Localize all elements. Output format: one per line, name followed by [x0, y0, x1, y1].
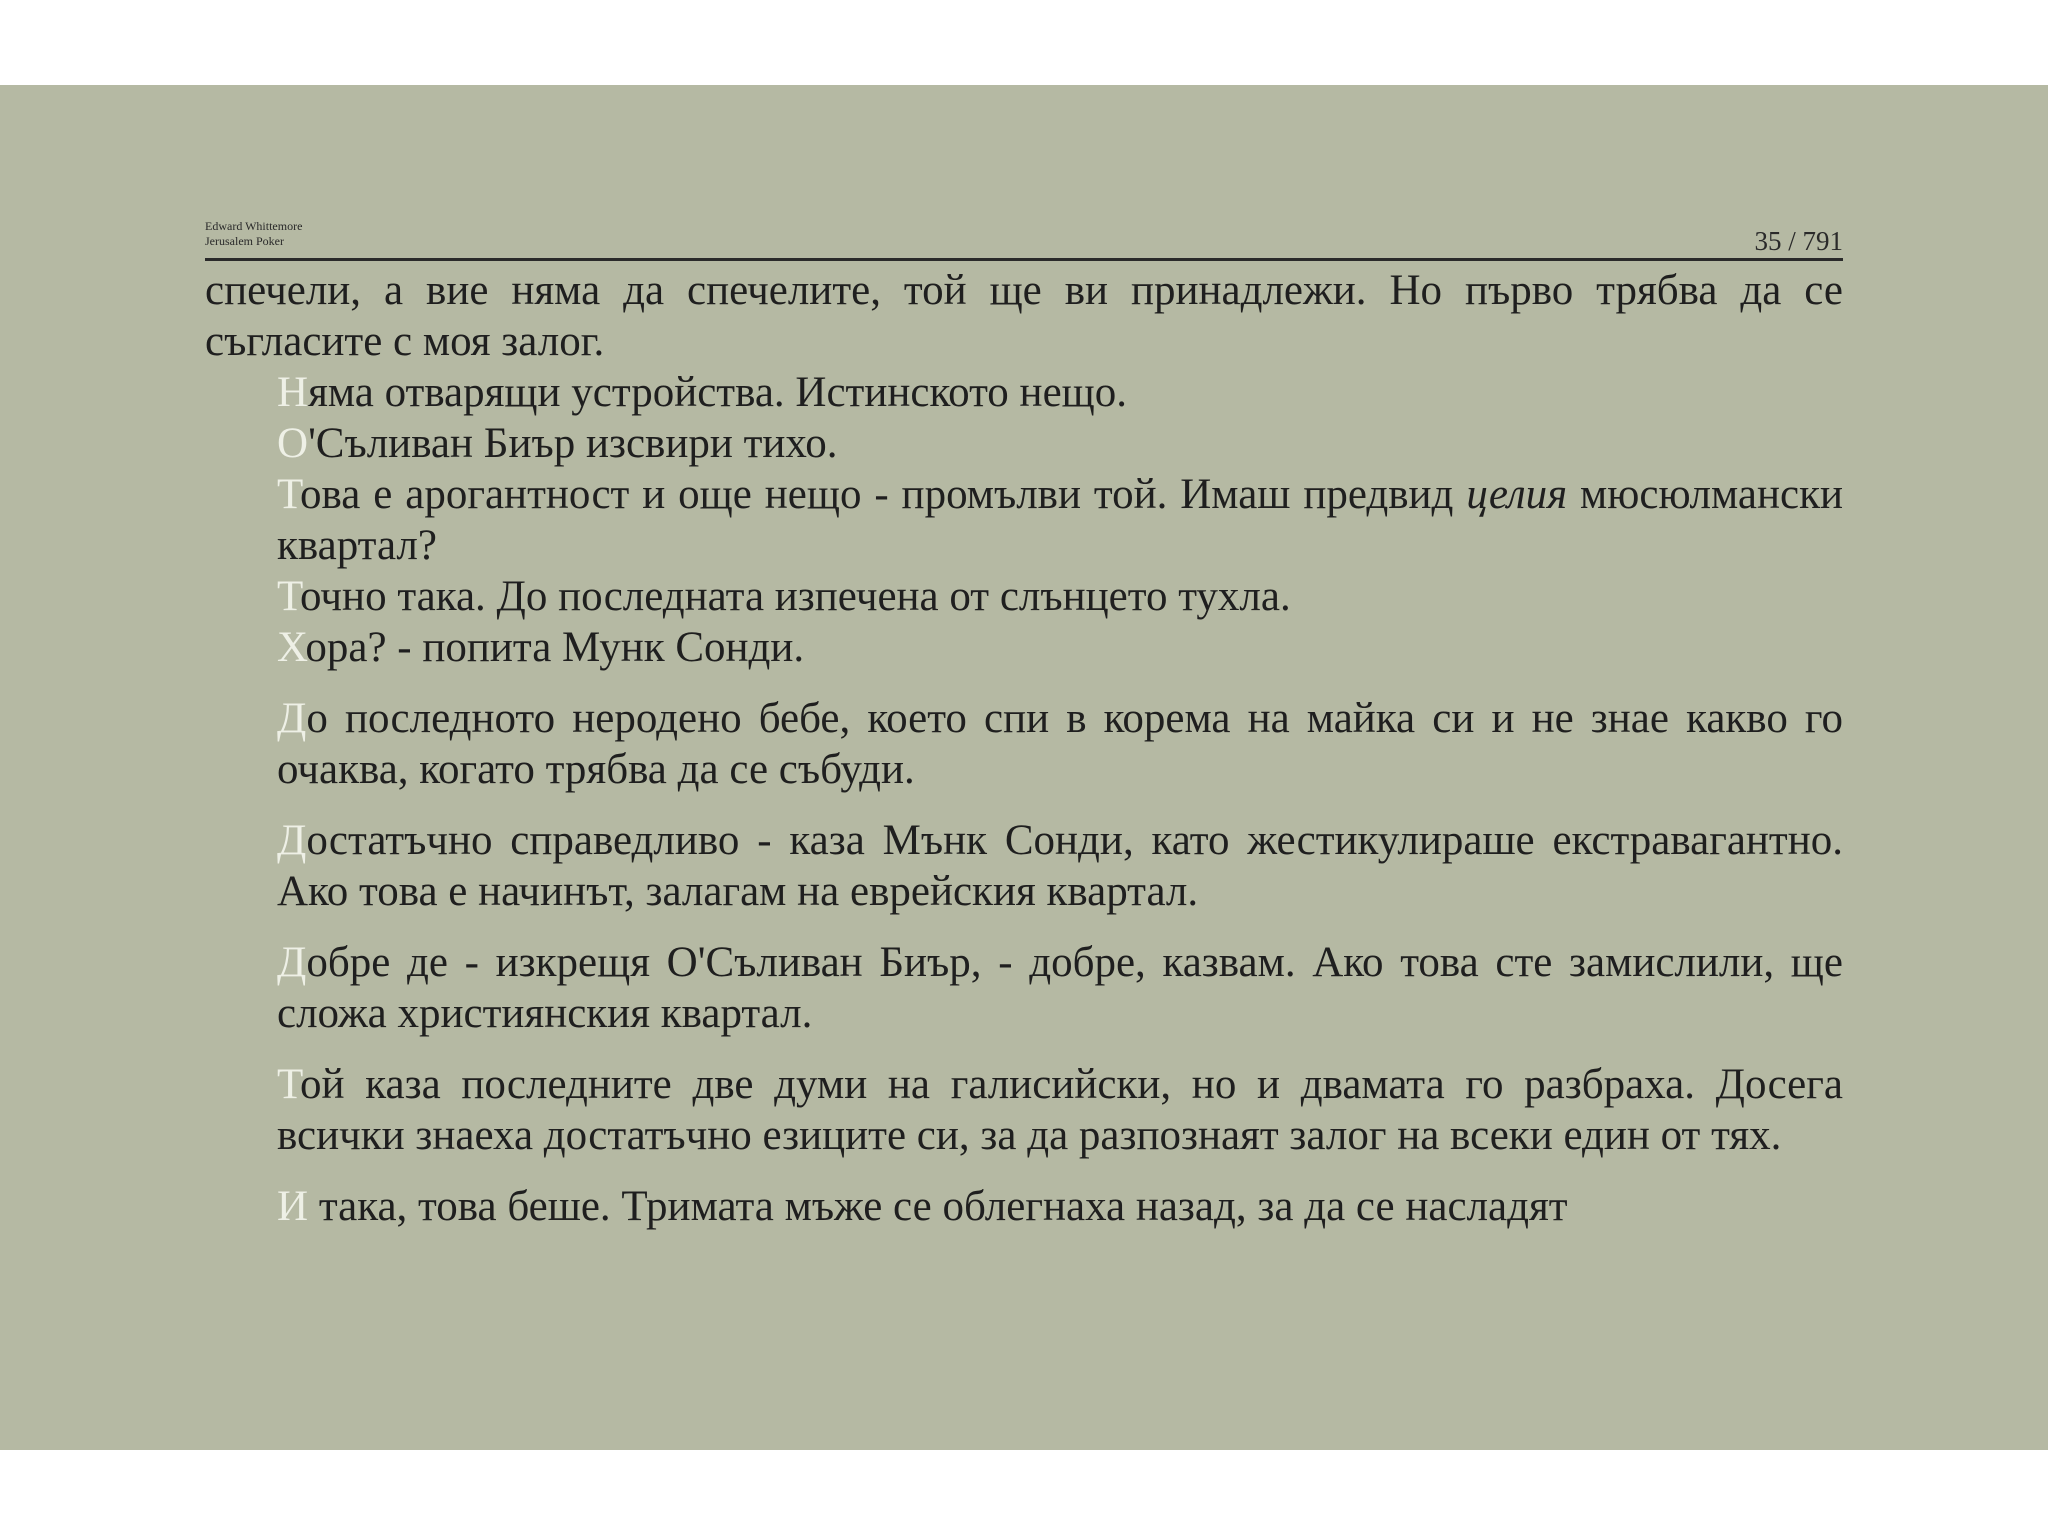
page-header: [205, 136, 1843, 261]
drop-initial: Д: [277, 695, 307, 742]
paragraph-text: ой каза последните две думи на галисийски, но и двамата го разбраха. Досега всички знаеха достатъчно езиците си, за да разпознаят залог на всеки един от тях.: [277, 1061, 1843, 1159]
paragraph-text: ора? - попита Мунк Сонди.: [305, 624, 805, 671]
paragraph: [205, 1181, 1843, 1232]
drop-initial: Х: [277, 624, 306, 671]
drop-initial: Т: [277, 573, 301, 620]
author-name: Edward Whittemore: [205, 219, 303, 233]
drop-initial: И: [277, 1183, 309, 1230]
drop-initial: Д: [277, 939, 307, 986]
paragraph: [205, 367, 1843, 418]
drop-initial: О: [277, 420, 309, 467]
paragraph-text: 'Съливан Биър изсвири тихо.: [308, 420, 838, 467]
paragraph-text: о последното неродено бебе, което спи в корема на майка си и не знае какво го очаква, когато трябва да се събуди.: [277, 695, 1843, 793]
paragraph-text: обре де - изкрещя О'Съливан Биър, - добре, казвам. Ако това сте замислили, ще сложа християнския квартал.: [277, 939, 1843, 1037]
italic-word: целия: [1466, 471, 1568, 518]
paragraph: [205, 1059, 1843, 1161]
drop-initial: Т: [277, 471, 301, 518]
drop-initial: Н: [277, 369, 309, 416]
reading-text: [205, 265, 1843, 1232]
paragraph-text: очно така. До последната изпечена от слънцето тухла.: [300, 573, 1291, 620]
paragraph: [205, 815, 1843, 917]
page-indicator[interactable]: 35 / 791: [1754, 226, 1843, 256]
paragraph-text: така, това беше. Тримата мъже се облегнаха назад, за да се насладят: [308, 1183, 1568, 1230]
paragraph: [205, 937, 1843, 1039]
paragraph-text: остатъчно справедливо - каза Мънк Сонди, като жестикулираше екстравагантно. Ако това е начинът, залагам на еврейския квартал.: [277, 817, 1843, 915]
paragraph: [205, 469, 1843, 571]
paragraph: [205, 418, 1843, 469]
drop-initial: Д: [277, 817, 307, 864]
drop-initial: Т: [277, 1061, 301, 1108]
paragraph-text: яма отварящи устройства. Истинското нещо.: [308, 369, 1128, 416]
paragraph: [205, 571, 1843, 622]
paragraph: [205, 265, 1843, 367]
book-meta: [205, 219, 302, 249]
paragraph-text: мюсюлмански квартал?: [277, 471, 1843, 569]
paragraph: [205, 622, 1843, 673]
paragraph-text: спечели, а вие няма да спечелите, той ще ви принадлежи. Но първо трябва да се съгласите с моя залог.: [205, 267, 1843, 365]
book-title: Jerusalem Poker: [205, 234, 284, 248]
paragraph-text: ова е арогантност и още нещо - промълви той. Имаш предвид: [300, 471, 1467, 518]
paragraph: [205, 693, 1843, 795]
